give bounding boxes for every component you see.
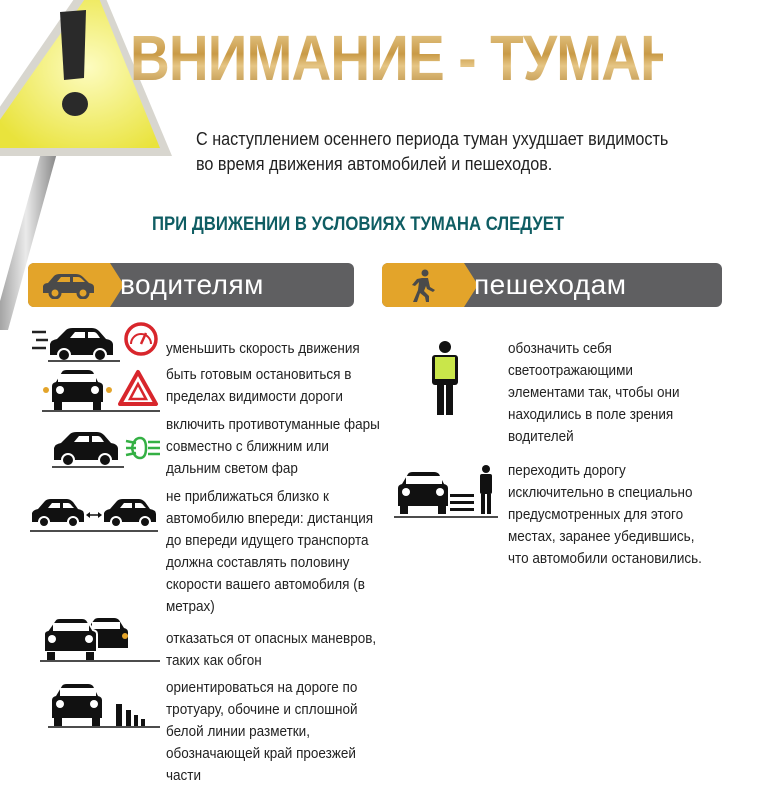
pedestrians-item-1: обозначить себя светоотражающими элементами так, чтобы они находились в поле зрения водителей <box>508 340 680 445</box>
speeding-car-icon <box>30 322 162 362</box>
drivers-item-1: уменьшить скорость движения <box>166 340 360 357</box>
section-subheading: ПРИ ДВИЖЕНИИ В УСЛОВИЯХ ТУМАНА СЛЕДУЕТ <box>152 214 565 235</box>
pedestrian-crossing-icon <box>394 464 498 518</box>
car-icon <box>40 273 96 299</box>
drivers-item-5: отказаться от опасных маневров, таких как обгон <box>166 630 377 669</box>
page-title: ВНИМАНИЕ - ТУМАН! <box>130 18 663 98</box>
drivers-item-3: включить противотуманные фары совместно с ближним или дальним светом фар <box>166 416 380 477</box>
drivers-item-4: не приближаться близко к автомобилю впереди: дистанция до впереди идущего транспорта должна составлять половину скорости вашего автомобиля (в метрах) <box>166 488 374 615</box>
two-cars-distance-icon <box>30 498 158 532</box>
car-warning-triangle-icon <box>42 368 160 412</box>
overtaking-cars-icon <box>40 614 160 662</box>
car-fog-lights-icon <box>52 430 162 468</box>
intro-text: С наступлением осеннего периода туман ухудшает видимость во время движения автомобилей и пешеходов. <box>196 129 669 174</box>
pedestrians-item-2: переходить дорогу исключительно в специально предусмотренных для этого местах, заранее убедившись, что автомобили остановились. <box>508 462 702 567</box>
pedestrians-tab <box>382 263 722 307</box>
reflective-vest-person-icon <box>426 340 464 416</box>
drivers-label: водителям <box>120 269 264 300</box>
walking-person-icon <box>408 269 438 303</box>
drivers-item-2: быть готовым остановиться в пределах видимости дороги <box>166 366 352 405</box>
drivers-item-6: ориентироваться на дороге по тротуару, обочине и сплошной белой линии разметки, обозначающей край проезжей части <box>166 679 358 784</box>
pedestrians-label: пешеходам <box>474 269 627 300</box>
car-road-edge-icon <box>48 682 160 728</box>
drivers-tab <box>28 263 354 307</box>
